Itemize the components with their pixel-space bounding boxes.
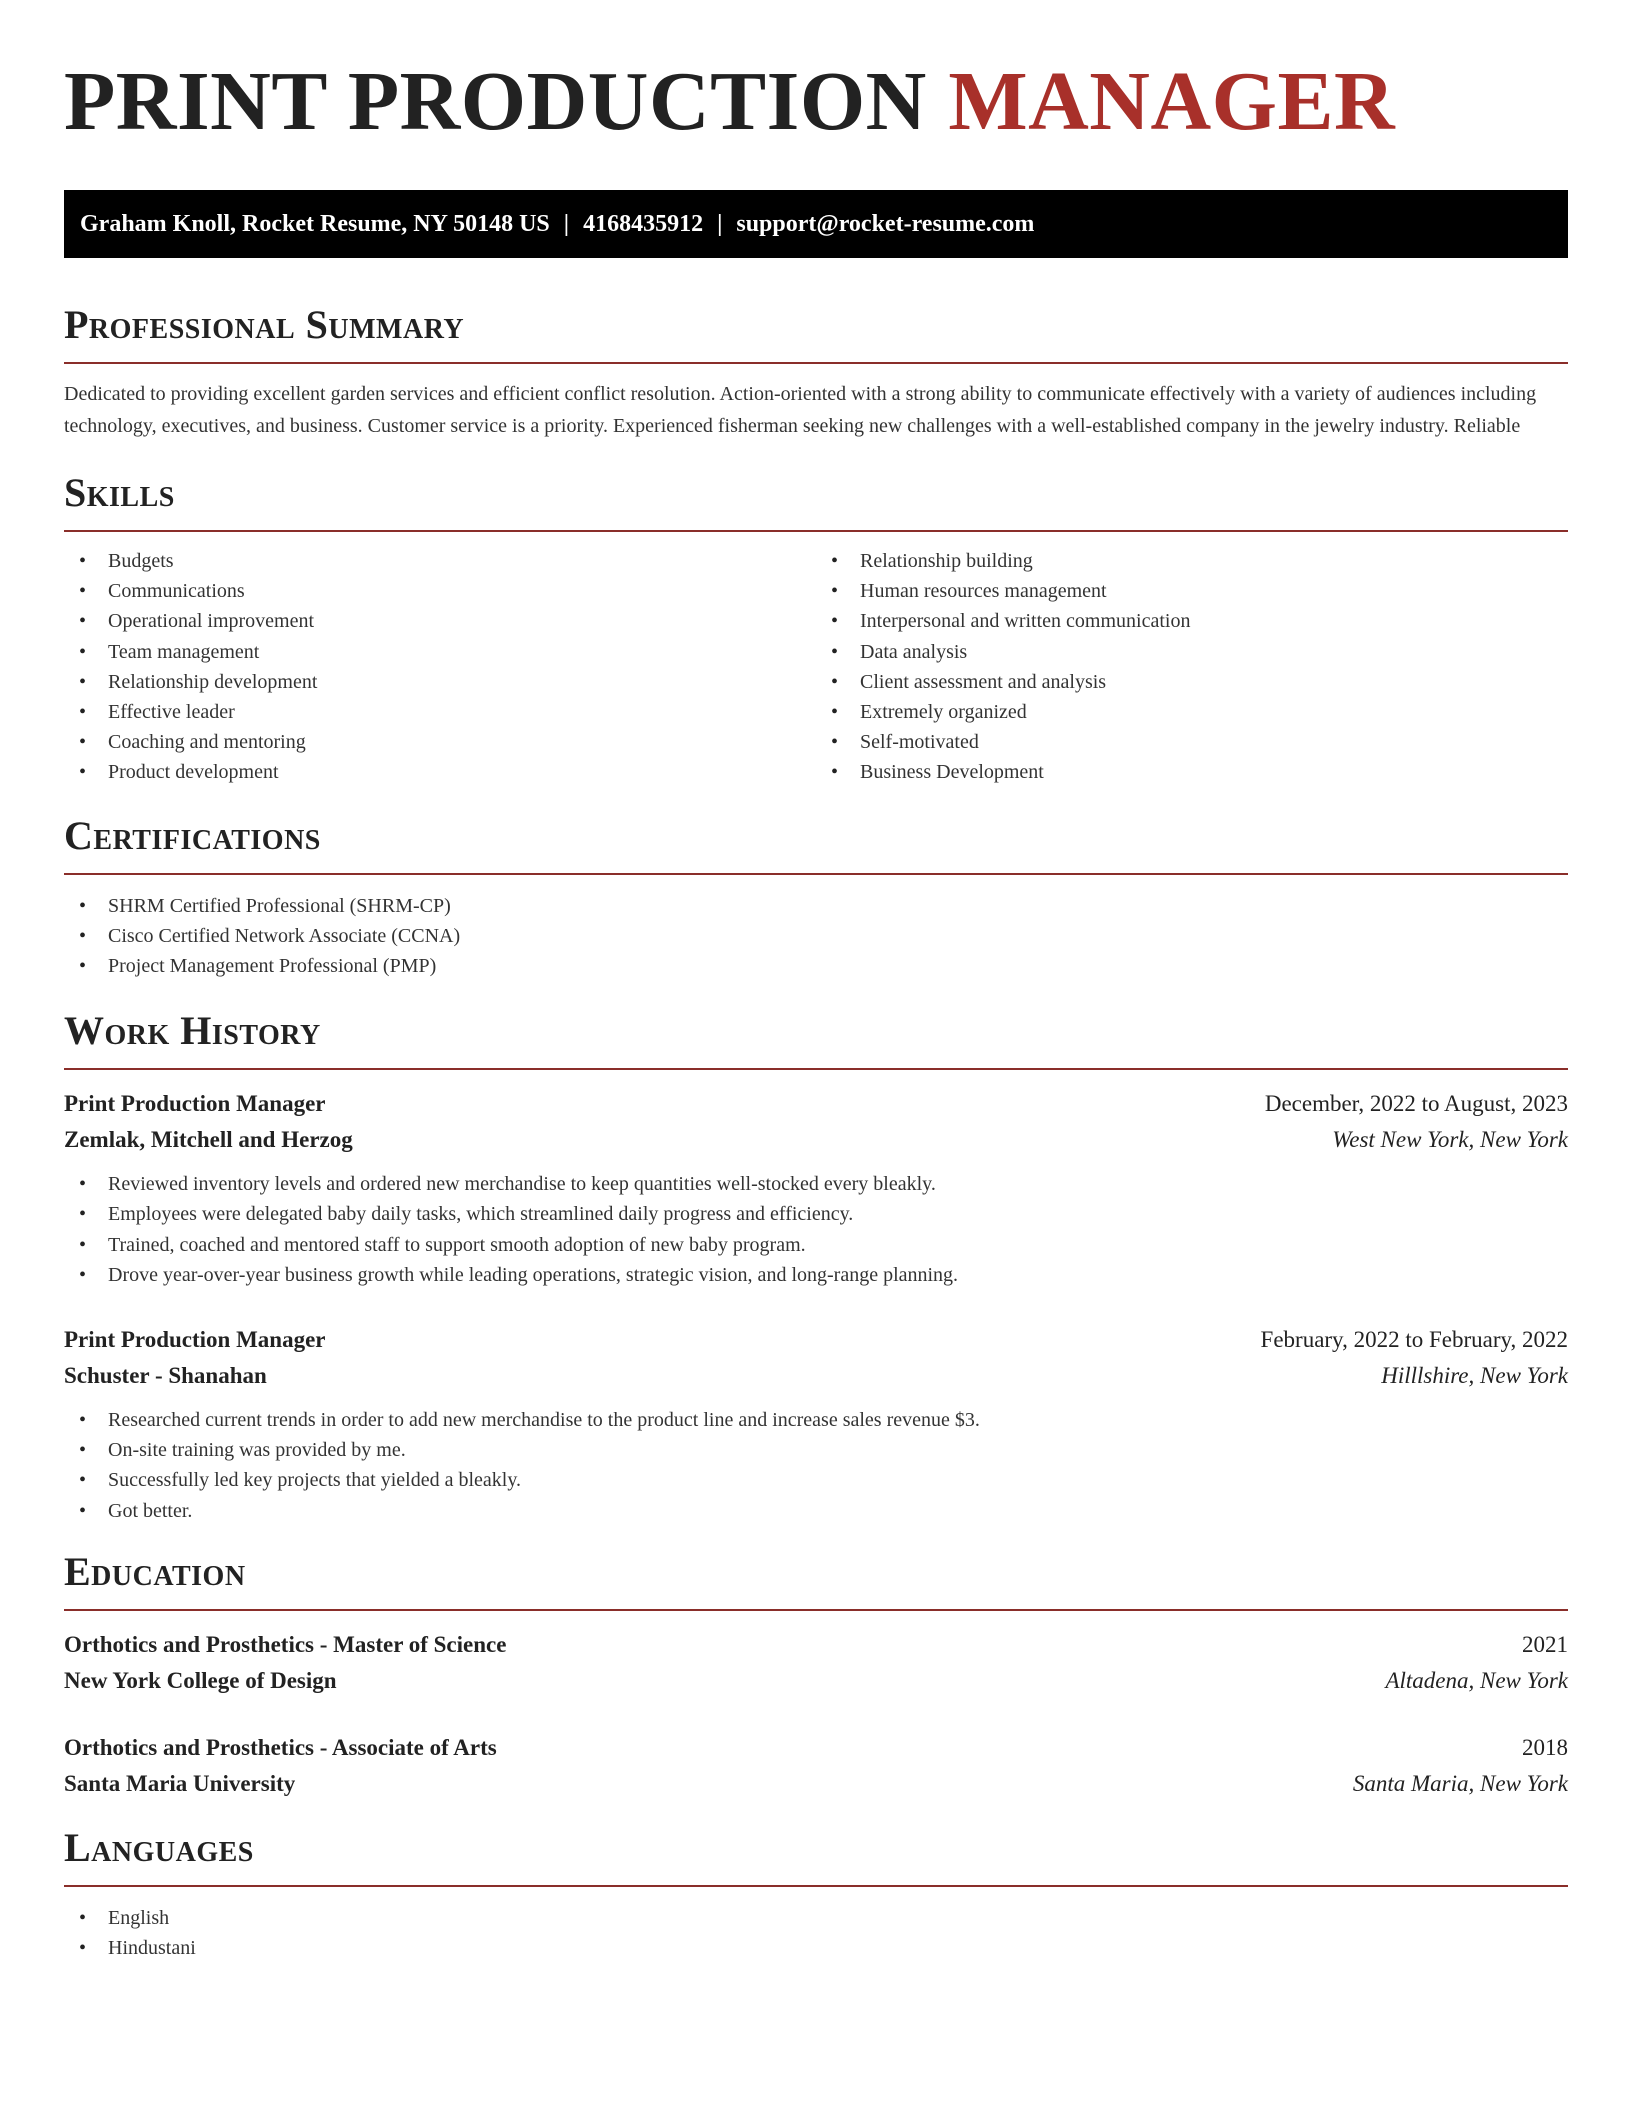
summary-text: Dedicated to providing excellent garden services and efficient conflict resolution. Action-oriented with a strong ability to communicate effectively with a variety of audiences including technology, executives, and business. Customer service is a priority. Experienced fisherman seeking new challenges with a well-established company in the jewelry industry. Reliable bbox=[64, 383, 1537, 437]
certifications-list bbox=[64, 891, 1568, 982]
section-divider bbox=[64, 1609, 1568, 1611]
skill-item: • Data analysis bbox=[816, 637, 1568, 667]
language-item: • English bbox=[64, 1903, 1568, 1933]
job-bullet: • Trained, coached and mentored staff to support smooth adoption of new baby program. bbox=[64, 1230, 1568, 1260]
education-degree: Orthotics and Prosthetics - Associate of Arts bbox=[64, 1734, 497, 1760]
skill-item: • Business Development bbox=[816, 757, 1568, 787]
section-divider bbox=[64, 1068, 1568, 1070]
title-accent: MANAGER bbox=[948, 55, 1396, 148]
languages-list bbox=[64, 1903, 1568, 1963]
section-heading-work-history: Work History bbox=[64, 1008, 321, 1054]
education-year: 2021 bbox=[1522, 1631, 1568, 1657]
skills-list-left bbox=[64, 546, 816, 788]
skill-item: • Product development bbox=[64, 757, 816, 787]
job-bullet: • Drove year-over-year business growth while leading operations, strategic vision, and long-range planning. bbox=[64, 1260, 1568, 1290]
section-divider bbox=[64, 1885, 1568, 1887]
job-bullet: • Reviewed inventory levels and ordered new merchandise to keep quantities well-stocked every bleakly. bbox=[64, 1169, 1568, 1199]
skill-item: • Effective leader bbox=[64, 697, 816, 727]
skill-item: • Human resources management bbox=[816, 576, 1568, 606]
skill-item: • Self-motivated bbox=[816, 727, 1568, 757]
job-company: Schuster - Shanahan bbox=[64, 1363, 267, 1389]
section-heading-skills: Skills bbox=[64, 470, 175, 515]
contact-phone[interactable]: 4168435912 bbox=[583, 211, 704, 237]
education-entry bbox=[64, 1627, 1568, 1699]
contact-email[interactable]: support@rocket-resume.com bbox=[736, 211, 1035, 237]
skill-item: • Relationship development bbox=[64, 667, 816, 697]
skill-item: • Coaching and mentoring bbox=[64, 727, 816, 757]
certifications-section bbox=[64, 812, 1568, 982]
education-header bbox=[64, 1627, 1568, 1663]
job-location: West New York, New York bbox=[1332, 1127, 1568, 1153]
skill-item: • Communications bbox=[64, 576, 816, 606]
certification-item: • Cisco Certified Network Associate (CCNA) bbox=[64, 921, 1568, 951]
skill-item: • Interpersonal and written communication bbox=[816, 606, 1568, 636]
skill-item: • Client assessment and analysis bbox=[816, 667, 1568, 697]
education-subheader bbox=[64, 1663, 1568, 1699]
section-heading-languages: Languages bbox=[64, 1824, 254, 1870]
skills-section bbox=[64, 469, 1568, 788]
job-subheader bbox=[64, 1358, 1568, 1394]
skill-item: • Budgets bbox=[64, 546, 816, 576]
education-header bbox=[64, 1730, 1568, 1766]
contact-separator: | bbox=[717, 211, 723, 237]
summary-section bbox=[64, 301, 1568, 442]
section-heading-education: Education bbox=[64, 1548, 246, 1594]
language-item: • Hindustani bbox=[64, 1933, 1568, 1963]
section-heading-certifications: Certifications bbox=[64, 812, 321, 858]
page-title bbox=[64, 52, 1568, 152]
job-entry bbox=[64, 1322, 1568, 1526]
job-header bbox=[64, 1322, 1568, 1358]
job-bullets bbox=[64, 1405, 1568, 1526]
section-divider bbox=[64, 873, 1568, 875]
job-title: Print Production Manager bbox=[64, 1091, 326, 1117]
education-school: Santa Maria University bbox=[64, 1770, 296, 1796]
job-dates: December, 2022 to August, 2023 bbox=[1264, 1091, 1568, 1117]
skills-columns bbox=[64, 546, 1568, 788]
education-entry bbox=[64, 1730, 1568, 1802]
education-location: Santa Maria, New York bbox=[1352, 1770, 1568, 1796]
skill-item: • Extremely organized bbox=[816, 697, 1568, 727]
contact-address: Graham Knoll, Rocket Resume, NY 50148 US bbox=[80, 211, 550, 237]
job-company: Zemlak, Mitchell and Herzog bbox=[64, 1127, 353, 1153]
education-section bbox=[64, 1548, 1568, 1802]
skill-item: • Team management bbox=[64, 637, 816, 667]
job-subheader bbox=[64, 1122, 1568, 1158]
job-bullets bbox=[64, 1169, 1568, 1290]
title-main: PRINT PRODUCTION bbox=[64, 55, 927, 148]
job-bullet: • Researched current trends in order to add new merchandise to the product line and increase sales revenue $3. bbox=[64, 1405, 1568, 1435]
skill-item: • Operational improvement bbox=[64, 606, 816, 636]
education-year: 2018 bbox=[1522, 1734, 1568, 1760]
job-bullet: • On-site training was provided by me. bbox=[64, 1435, 1568, 1465]
skills-list-right bbox=[816, 546, 1568, 788]
job-bullet: • Got better. bbox=[64, 1496, 1568, 1526]
contact-bar bbox=[64, 190, 1568, 258]
job-bullet: • Successfully led key projects that yielded a bleakly. bbox=[64, 1465, 1568, 1495]
certification-item: • Project Management Professional (PMP) bbox=[64, 951, 1568, 981]
job-header bbox=[64, 1086, 1568, 1122]
section-divider bbox=[64, 362, 1568, 364]
contact-separator: | bbox=[563, 211, 570, 237]
job-location: Hilllshire, New York bbox=[1381, 1363, 1568, 1389]
job-bullet: • Employees were delegated baby daily tasks, which streamlined daily progress and efficiency. bbox=[64, 1199, 1568, 1229]
section-divider bbox=[64, 530, 1568, 532]
education-school: New York College of Design bbox=[64, 1667, 337, 1693]
job-entry bbox=[64, 1086, 1568, 1290]
certification-item: • SHRM Certified Professional (SHRM-CP) bbox=[64, 891, 1568, 921]
languages-section bbox=[64, 1824, 1568, 1963]
work-history-section bbox=[64, 1007, 1568, 1526]
skill-item: • Relationship building bbox=[816, 546, 1568, 576]
education-degree: Orthotics and Prosthetics - Master of Science bbox=[64, 1631, 507, 1657]
job-title: Print Production Manager bbox=[64, 1327, 326, 1353]
section-heading-summary: Professional Summary bbox=[64, 302, 465, 347]
job-dates: February, 2022 to February, 2022 bbox=[1260, 1327, 1568, 1353]
education-subheader bbox=[64, 1766, 1568, 1802]
education-location: Altadena, New York bbox=[1385, 1667, 1568, 1693]
